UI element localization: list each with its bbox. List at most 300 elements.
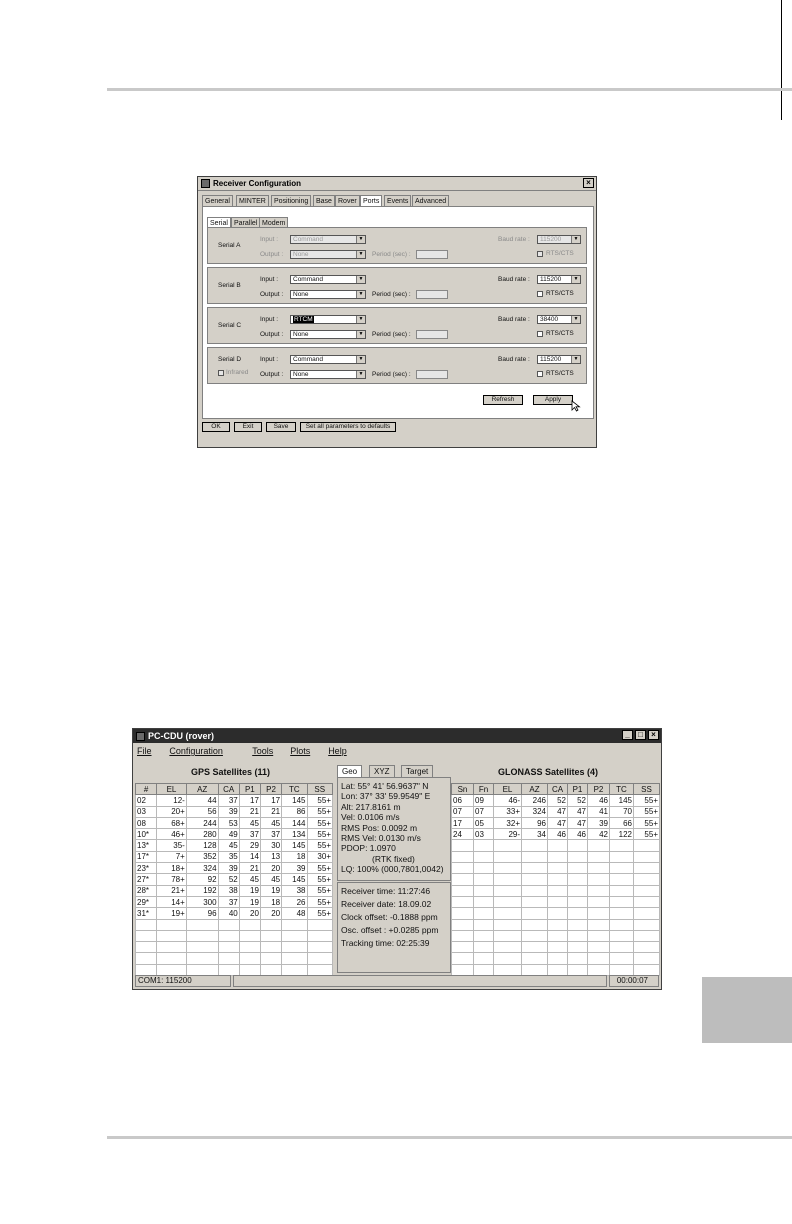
table-cell [610,851,634,862]
output-label: Output : [260,251,284,258]
dropdown-arrow-icon: ▼ [356,371,365,378]
table-cell [568,919,588,930]
table-cell [218,942,239,953]
table-cell [494,874,522,885]
output-value: None [293,291,309,298]
table-cell: 31* [136,908,157,919]
table-cell [634,930,660,941]
table-cell: 37 [218,795,239,806]
table-cell [568,863,588,874]
column-header-tc: TC [282,784,307,795]
geo-tab-xyz[interactable]: XYZ [369,765,395,777]
table-cell [548,919,568,930]
baud-value: 115200 [540,276,562,283]
table-cell [610,840,634,851]
table-cell: 7+ [157,851,187,862]
serial-section [207,267,587,304]
table-cell [452,885,474,896]
baud-label: Baud rate : [498,356,530,363]
geo-tab-strip [337,763,451,777]
table-cell [588,964,610,975]
table-cell [218,953,239,964]
period-input[interactable] [416,330,448,339]
table-cell: 55+ [307,863,333,874]
dropdown-arrow-icon: ▼ [571,236,580,243]
output-value: None [293,371,309,378]
refresh-button[interactable]: Refresh [483,395,523,405]
table-cell: 122 [610,829,634,840]
table-cell [260,919,281,930]
position-line: Lat: 55° 41' 56.9637" N [341,781,429,791]
tab-events[interactable]: Events [384,195,411,207]
table-cell: 52 [548,795,568,806]
period-label: Period (sec) : [372,371,411,378]
table-cell [239,930,260,941]
time-line: Tracking time: 02:25:39 [341,938,430,948]
baud-select[interactable] [537,355,581,364]
period-input[interactable] [416,370,448,379]
table-cell [157,919,187,930]
table-cell: 17 [452,817,474,828]
table-cell [588,896,610,907]
table-cell: 39 [218,806,239,817]
table-cell: 55+ [307,908,333,919]
table-cell: 13 [260,851,281,862]
table-cell: 12- [157,795,187,806]
table-cell: 38 [218,885,239,896]
table-cell [522,851,548,862]
table-cell: 42 [588,829,610,840]
close-button[interactable]: × [648,730,659,740]
table-cell: 14 [239,851,260,862]
time-line: Osc. offset : +0.0285 ppm [341,925,439,935]
table-cell [588,919,610,930]
table-cell [568,896,588,907]
dropdown-arrow-icon: ▼ [571,356,580,363]
table-row [136,806,333,817]
baud-select[interactable] [537,315,581,324]
receiver-config-window [197,176,597,448]
table-cell: 324 [186,863,218,874]
table-cell: 78+ [157,874,187,885]
table-cell [494,964,522,975]
apply-button[interactable]: Apply [533,395,573,405]
table-cell: 38 [282,885,307,896]
rtscts-checkbox[interactable] [537,291,543,297]
table-cell: 46+ [157,829,187,840]
table-cell [218,964,239,975]
table-cell [307,942,333,953]
serial-name: Serial C [218,322,242,329]
table-cell [157,930,187,941]
table-cell [186,964,218,975]
serial-section [207,347,587,384]
table-cell [568,840,588,851]
table-row [136,874,333,885]
table-cell: 23* [136,863,157,874]
table-cell [610,919,634,930]
header-rule [107,88,792,91]
table-cell: 10* [136,829,157,840]
rtscts-checkbox[interactable] [537,251,543,257]
table-cell: 55+ [307,885,333,896]
infrared-label: Infrared [226,369,249,376]
input-select[interactable] [290,355,366,364]
menu-file[interactable]: File [137,746,152,756]
tab-ports[interactable]: Ports [360,195,382,209]
table-cell: 55+ [634,817,660,828]
table-cell [494,885,522,896]
table-cell [588,942,610,953]
period-input[interactable] [416,290,448,299]
table-cell [157,953,187,964]
output-select[interactable] [290,250,366,259]
empty-row [452,840,660,851]
table-cell: 26 [282,896,307,907]
table-cell [494,953,522,964]
table-cell: 20 [260,863,281,874]
pccdu-titlebar [133,729,661,743]
table-cell: 45 [260,817,281,828]
input-label: Input : [260,316,279,323]
output-value: None [293,251,309,258]
input-label: Input : [260,276,279,283]
table-cell: 145 [282,840,307,851]
mouse-cursor-icon [571,400,581,412]
baud-label: Baud rate : [498,236,530,243]
table-cell [136,942,157,953]
column-header-p2: P2 [260,784,281,795]
table-cell [452,930,474,941]
table-cell [307,953,333,964]
table-cell [522,863,548,874]
empty-row [452,953,660,964]
table-cell: 34 [522,829,548,840]
table-cell [474,840,494,851]
menu-configuration[interactable]: Configuration [169,746,223,756]
table-cell [136,919,157,930]
column-header-sn: Sn [452,784,474,795]
table-cell: 46 [548,829,568,840]
baud-select[interactable] [537,235,581,244]
rtscts-label: RTS/CTS [546,370,574,377]
table-cell: 09 [474,795,494,806]
table-cell: 280 [186,829,218,840]
position-line: RMS Pos: 0.0092 m [341,822,418,833]
header-row [452,784,660,795]
table-cell: 33+ [494,806,522,817]
minimize-button[interactable]: _ [622,730,633,740]
subtab-parallel[interactable]: Parallel [231,217,260,229]
table-cell: 30 [260,840,281,851]
geo-tab-geo[interactable]: Geo [337,765,362,777]
table-cell: 96 [186,908,218,919]
table-cell [634,851,660,862]
table-cell [588,930,610,941]
table-cell: 17* [136,851,157,862]
input-select[interactable] [290,235,366,244]
position-line: PDOP: 1.0970 [341,843,396,854]
baud-select[interactable] [537,275,581,284]
subtab-serial[interactable]: Serial [207,217,231,231]
empty-row [452,908,660,919]
period-input[interactable] [416,250,448,259]
output-select[interactable] [290,290,366,299]
table-cell: 45 [260,874,281,885]
table-row [136,851,333,862]
tab-minter[interactable]: MINTER [236,195,269,207]
tab-general[interactable]: General [202,195,233,207]
exit-button[interactable]: Exit [234,422,262,432]
close-button[interactable]: × [583,178,594,188]
header-row [136,784,333,795]
empty-row [452,863,660,874]
table-cell [548,863,568,874]
table-cell [522,942,548,953]
ok-button[interactable]: OK [202,422,230,432]
table-row [452,829,660,840]
table-cell: 19+ [157,908,187,919]
table-cell [452,964,474,975]
table-cell [634,896,660,907]
table-cell [610,930,634,941]
receiver-config-titlebar [198,177,596,191]
infrared-checkbox[interactable] [218,370,224,376]
tab-base[interactable]: Base [313,195,335,207]
table-cell: 21 [260,806,281,817]
set-all-parameters-to-defaults-button[interactable]: Set all parameters to defaults [300,422,396,432]
position-line: LQ: 100% (000,7801,0042) [341,864,444,875]
table-cell [218,919,239,930]
table-cell [548,874,568,885]
table-cell [522,908,548,919]
column-header-az: AZ [522,784,548,795]
dropdown-arrow-icon: ▼ [356,236,365,243]
empty-row [136,942,333,953]
table-cell [548,908,568,919]
input-select[interactable] [290,275,366,284]
footer-rule [107,1136,792,1139]
table-cell [186,919,218,930]
position-line: Vel: 0.0106 m/s [341,812,400,823]
table-cell: 39 [282,863,307,874]
table-cell: 55+ [307,795,333,806]
table-cell [588,863,610,874]
table-cell [548,953,568,964]
table-cell [548,840,568,851]
table-cell: 02 [136,795,157,806]
table-cell [474,863,494,874]
table-row [452,795,660,806]
table-cell: 55+ [634,829,660,840]
output-label: Output : [260,291,284,298]
table-cell: 07 [474,806,494,817]
table-cell [239,942,260,953]
output-select[interactable] [290,370,366,379]
table-cell: 35 [218,851,239,862]
table-row [136,840,333,851]
table-cell: 145 [282,874,307,885]
table-cell [568,942,588,953]
table-cell [588,840,610,851]
table-cell [522,953,548,964]
table-cell [634,874,660,885]
table-cell: 300 [186,896,218,907]
maximize-button[interactable]: □ [635,730,646,740]
input-select[interactable] [290,315,366,324]
table-cell: 17 [239,795,260,806]
table-cell [307,919,333,930]
table-cell: 68+ [157,817,187,828]
rtscts-checkbox[interactable] [537,371,543,377]
table-cell: 86 [282,806,307,817]
table-cell [474,919,494,930]
table-cell [452,896,474,907]
table-cell: 49 [218,829,239,840]
time-line: Clock offset: -0.1888 ppm [341,912,438,922]
empty-row [452,851,660,862]
table-cell: 20 [239,908,260,919]
table-cell: 37 [260,829,281,840]
rtscts-label: RTS/CTS [546,290,574,297]
output-select[interactable] [290,330,366,339]
menu-plots[interactable]: Plots [290,746,311,756]
period-label: Period (sec) : [372,251,411,258]
table-cell [474,896,494,907]
table-cell: 07 [452,806,474,817]
empty-row [452,919,660,930]
table-cell: 352 [186,851,218,862]
table-row [136,863,333,874]
table-cell [610,896,634,907]
table-cell [634,863,660,874]
table-cell: 29 [239,840,260,851]
table-cell [474,908,494,919]
table-cell [568,885,588,896]
table-cell [260,942,281,953]
table-cell: 20+ [157,806,187,817]
table-cell [452,908,474,919]
subtab-modem[interactable]: Modem [259,217,288,229]
column-header-el: EL [494,784,522,795]
table-cell: 35- [157,840,187,851]
table-cell: 41 [588,806,610,817]
table-cell: 21+ [157,885,187,896]
position-line: RMS Vel: 0.0130 m/s [341,833,421,843]
baud-value: 38400 [540,316,559,323]
tab-advanced[interactable]: Advanced [412,195,449,207]
tab-positioning[interactable]: Positioning [271,195,311,207]
table-cell: 40 [218,908,239,919]
baud-label: Baud rate : [498,316,530,323]
baud-value: 115200 [540,236,562,243]
menu-tools[interactable]: Tools [252,746,274,756]
table-cell: 29* [136,896,157,907]
table-cell [522,964,548,975]
empty-row [452,964,660,975]
table-cell [282,930,307,941]
table-cell [548,851,568,862]
table-cell: 13* [136,840,157,851]
table-cell [610,964,634,975]
table-cell [452,953,474,964]
position-line: (RTK fixed) [372,853,415,864]
table-cell: 45 [239,817,260,828]
table-cell: 03 [136,806,157,817]
table-cell: 46 [588,795,610,806]
table-cell: 29- [494,829,522,840]
column-header-az: AZ [186,784,218,795]
table-cell: 55+ [307,829,333,840]
table-cell: 128 [186,840,218,851]
serial-section [207,227,587,264]
table-row [452,806,660,817]
table-cell [494,919,522,930]
table-cell: 145 [610,795,634,806]
time-box [337,882,451,973]
table-cell [474,964,494,975]
table-cell [568,964,588,975]
table-cell: 47 [568,806,588,817]
input-value: Command [293,236,323,243]
rtscts-label: RTS/CTS [546,250,574,257]
table-cell: 39 [218,863,239,874]
table-cell [494,851,522,862]
table-cell [634,840,660,851]
tab-rover[interactable]: Rover [335,195,360,207]
table-cell: 19 [260,885,281,896]
save-button[interactable]: Save [266,422,296,432]
ports-panel [202,206,594,419]
table-cell: 144 [282,817,307,828]
table-cell: 324 [522,806,548,817]
status-middle [233,975,607,987]
table-cell [474,874,494,885]
geo-tab-target[interactable]: Target [401,765,433,777]
table-cell: 45 [218,840,239,851]
table-cell [494,942,522,953]
window-title: PC-CDU (rover) [148,731,215,741]
menu-help[interactable]: Help [328,746,347,756]
table-cell: 192 [186,885,218,896]
geo-panel [337,763,451,973]
table-cell: 18 [260,896,281,907]
empty-row [452,896,660,907]
table-cell: 18 [282,851,307,862]
table-cell [634,964,660,975]
table-cell [522,919,548,930]
empty-row [136,953,333,964]
empty-row [136,930,333,941]
rtscts-checkbox[interactable] [537,331,543,337]
table-cell [610,863,634,874]
table-cell [239,953,260,964]
table-cell: 19 [239,885,260,896]
table-cell [186,930,218,941]
app-icon [201,179,210,188]
table-cell [522,874,548,885]
chapter-tab [702,977,792,1043]
table-cell: 19 [239,896,260,907]
table-cell [588,885,610,896]
period-label: Period (sec) : [372,331,411,338]
table-cell: 48 [282,908,307,919]
table-cell [588,874,610,885]
dropdown-arrow-icon: ▼ [356,276,365,283]
table-cell [186,953,218,964]
table-cell: 66 [610,817,634,828]
table-cell [239,964,260,975]
